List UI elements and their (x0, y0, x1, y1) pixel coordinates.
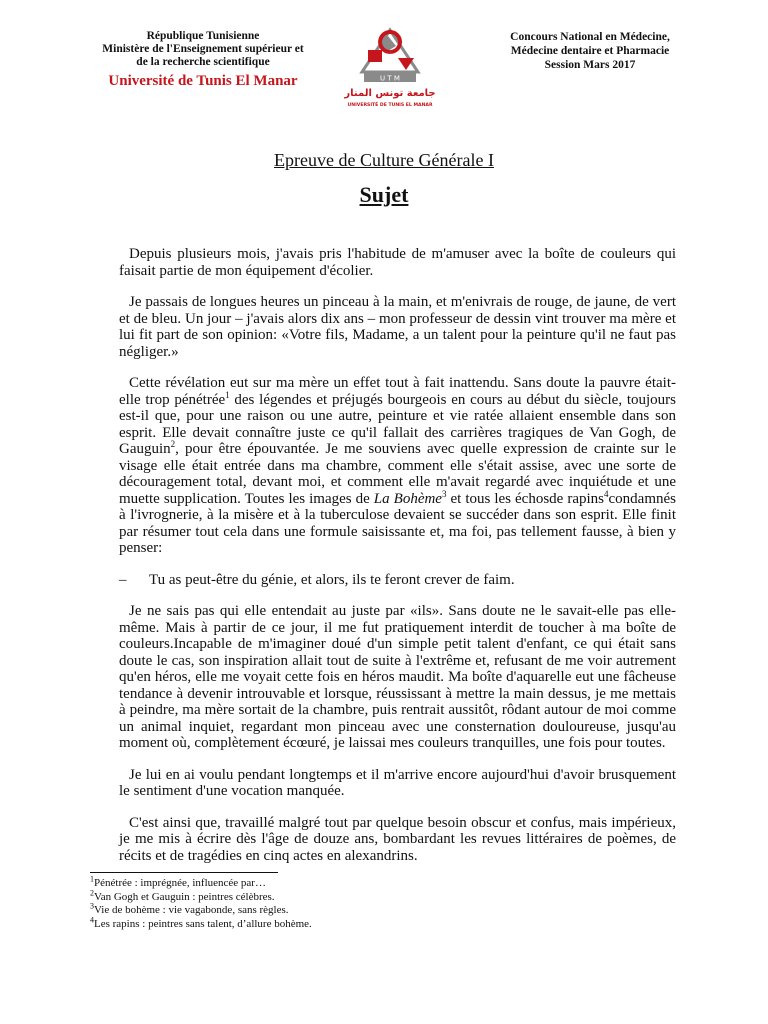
subject-title: Sujet (359, 182, 409, 207)
body-text (119, 246, 676, 879)
footnote-1-text: Pénétrée : imprégnée, influencée par… (94, 877, 266, 889)
paragraph-1: Depuis plusieurs mois, j'avais pris l'habitude de m'amuser avec la boîte de couleurs qui faisait partie de mon équipement d'écolier. (119, 246, 676, 279)
university-logo (344, 22, 436, 114)
logo-arabic-text: جامعة تونس المنار (344, 88, 436, 99)
work-title-la-boheme: La Bohème (373, 490, 442, 507)
paragraph-3-part-a: Cette révélation eut sur ma mère un effet tout à fait inattendu. Sans doute la pauvre était-elle trop pénétrée (119, 375, 676, 408)
dialogue-text: Tu as peut-être du génie, et alors, ils te feront crever de faim. (149, 571, 515, 588)
logo-latin-text: UNIVERSITÉ DE TUNIS EL MANAR (347, 103, 433, 108)
country-name: République Tunisienne (146, 30, 260, 42)
footnote-2 (90, 887, 312, 905)
footnote-1 (90, 874, 312, 891)
paragraph-5: Je lui en ai voulu pendant longtemps et il m'arrive encore aujourd'hui d'avoir brusquement le sentiment d'une vocation manquée. (119, 766, 676, 799)
logo-icon (344, 22, 436, 114)
footnote-2-number: 2 (90, 887, 94, 897)
paragraph-4: Je ne sais pas qui elle entendait au juste par «ils». Sans doute ne le savait-elle pas elle-même. Mais à partir de ce jour, il me fut pratiquement interdit de toucher à ma boîte de couleurs.Incapable de m'imaginer doué d'un simple petit talent d'enfant, ce qui était sans doute le cas, son inspiration allait tout de suite à l'extrême et, refusant de me voir autrement qu'en héros, elle me voyait cette fois en héros maudit. Ma boîte d'aquarelle eut une fâcheuse tendance à devenir introuvable et lorsque, réussissant à mettre la main dessus, je me mettais à peindre, ma mère sortait de la chambre, puis rentrait aussitôt, rôdant autour de moi comme un animal inquiet, regardant mon pinceau avec une consternation douloureuse, jusqu'au moment où, complètement écœuré, je laissai mes couleurs tranquilles, une fois pour toutes. (119, 603, 676, 751)
footnote-4-text: Les rapins : peintres sans talent, d’allure bohème. (94, 917, 312, 930)
footnote-3-text: Vie de bohème : vie vagabonde, sans règles. (94, 904, 289, 916)
ministry-name-cont: de la recherche scientifique (136, 56, 270, 68)
paragraph-3-part-c: , pour être épouvantée. Je me souviens avec quelle expression de crainte sur le visage elle était entrée dans ma chambre, comment elle s'était assise, avec une sorte de découragement total, devant moi, et comment elle m'avait regardé avec inquiétude et une muette supplication. Toutes les images de (119, 441, 676, 507)
footnote-ref-2: 2 (170, 439, 176, 449)
header-right-block (480, 30, 700, 72)
footnote-3 (90, 901, 312, 918)
paragraph-3-part-b: des légendes et préjugés bourgeois en cours au début du siècle, toujours est-il que, pour une raison ou une autre, peinture et vie ratée allaient ensemble dans son esprit. Elle devait connaître juste ce qu'il fallait des carrières tragiques de Van Gogh, de Gauguin (119, 391, 676, 457)
header-left-block (84, 30, 322, 90)
footnote-3-number: 3 (90, 901, 94, 911)
footnote-ref-4: 4 (604, 488, 609, 499)
paragraph-3-part-e: condamnés à l'ivrognerie, à la misère et à la tuberculose devaient se succéder dans son esprit. Elle finit par résumer tout cela dans une formule saisissante et, ma foi, pas tellement fausse, à bien y penser: (119, 490, 676, 556)
footnote-2-text: Van Gogh et Gauguin : peintres célèbres. (94, 890, 275, 903)
competition-name: Concours National en Médecine, (510, 31, 670, 43)
competition-fields: Médecine dentaire et Pharmacie (510, 45, 670, 57)
session-label: Session Mars 2017 (544, 59, 636, 71)
university-name: Université de Tunis El Manar (108, 73, 298, 89)
paragraph-3 (119, 375, 676, 557)
paragraph-2: Je passais de longues heures un pinceau à la main, et m'enivrais de rouge, de jaune, de vert et de bleu. Un jour – j'avais alors dix ans – mon professeur de dessin vint trouver ma mère et lui fit part de son opinion: «Votre fils, Madame, a un talent pour la peinture qu'il ne faut pas négliger.» (119, 294, 676, 360)
footnotes (90, 874, 312, 931)
footnote-divider (90, 872, 278, 873)
exam-title: Epreuve de Culture Générale I (274, 150, 494, 170)
paragraph-3-part-d: et tous les échosde rapins (446, 490, 605, 507)
ministry-name: Ministère de l'Enseignement supérieur et (102, 43, 304, 55)
footnote-ref-3: 3 (441, 488, 447, 499)
footnote-4 (90, 914, 312, 932)
paragraph-6: C'est ainsi que, travaillé malgré tout par quelque besoin obscur et confus, mais impérieux, je me mis à écrire dès l'âge de douze ans, bombardant les revues littéraires de poèmes, de récits et de tragédies en cinq actes en alexandrins. (119, 814, 676, 864)
footnote-1-number: 1 (90, 874, 94, 884)
dialogue-dash: – (119, 571, 127, 588)
logo-letters: U T M (380, 74, 400, 83)
footnote-ref-1: 1 (225, 389, 230, 400)
footnote-4-number: 4 (90, 914, 94, 924)
dialogue-line (119, 572, 676, 589)
